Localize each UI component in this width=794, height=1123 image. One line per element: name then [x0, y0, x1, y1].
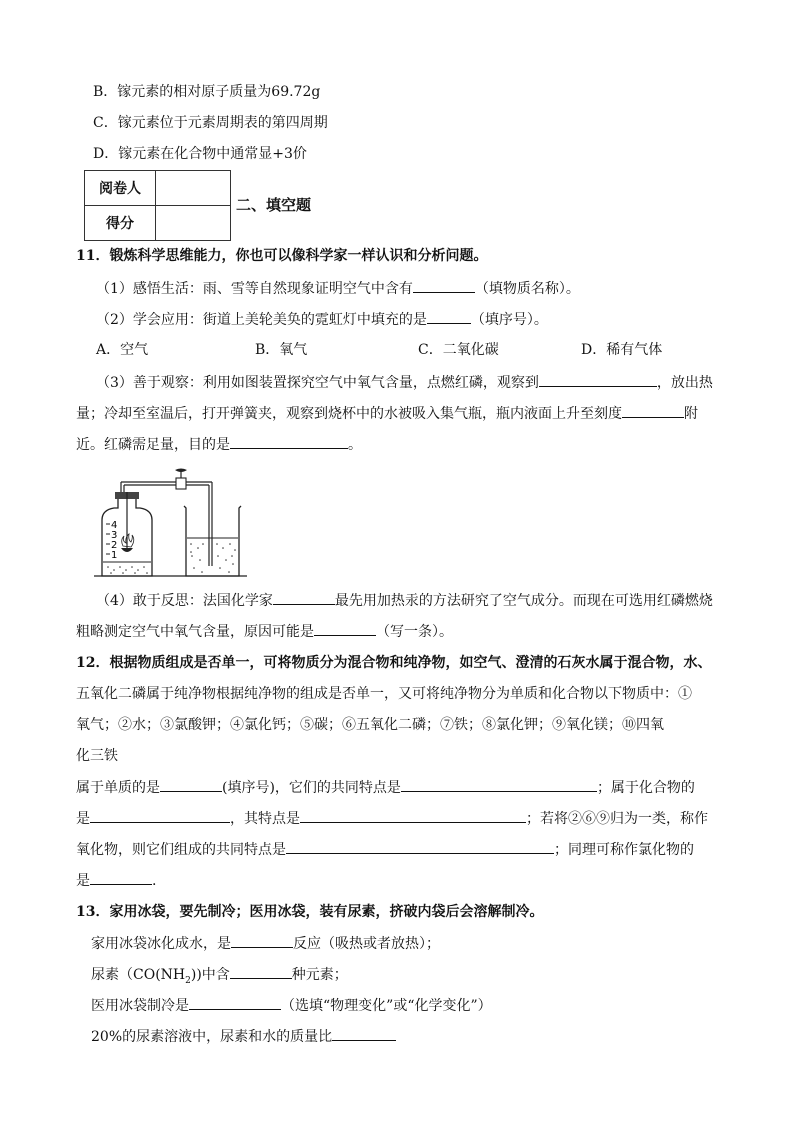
q12-l5-text: 属于单质的是 — [76, 780, 160, 796]
q12-line2: 五氧化二磷属于纯净物根据纯净物的组成是否单一，又可将纯净物分为单质和化合物以下物质中：① — [76, 686, 692, 702]
q13-l3-text: 医用冰袋制冷是 — [91, 998, 189, 1014]
q13-line5 — [91, 1026, 396, 1047]
q11-part4-text: （4）敢于反思：法国化学家 — [96, 593, 273, 609]
q13-line1 — [76, 902, 543, 922]
q12-l6-text: 是 — [76, 811, 90, 827]
section-title: 二、填空题 — [236, 196, 312, 214]
q12-line3: 氧气；②水；③氯酸钾；④氯化钙；⑤碳；⑥五氧化二磷；⑦铁；⑧氯化钾；⑨氧化镁；⑩四氧 — [76, 717, 664, 733]
q12-l7-text: 氧化物，则它们组成的共同特点是 — [76, 842, 286, 858]
q11-blank-6[interactable] — [273, 590, 335, 605]
q11-part2 — [96, 309, 548, 330]
q11-blank-1[interactable] — [413, 278, 475, 293]
q11-blank-7[interactable] — [314, 621, 376, 636]
q12-l5-mid: (填序号)，它们的共同特点是 — [222, 780, 401, 796]
q12-blank-3[interactable] — [90, 808, 230, 823]
q12-blank-2[interactable] — [401, 777, 597, 792]
scale-3: 3 — [111, 530, 118, 541]
q11-part2-tail: （填序号）。 — [470, 312, 548, 328]
q13-line4 — [91, 995, 492, 1016]
q11-choice-c: C．二氧化碳 — [418, 342, 499, 358]
q13-blank-3[interactable] — [189, 995, 281, 1010]
apparatus-figure — [92, 468, 252, 580]
q12-line6 — [76, 808, 708, 829]
q12-blank-5[interactable] — [286, 839, 554, 854]
score-cell[interactable] — [156, 206, 231, 241]
option-b: B．镓元素的相对原子质量为69.72g — [93, 84, 321, 100]
q11-part1 — [96, 278, 580, 299]
q11-part3-line3-tail: 。 — [348, 437, 362, 453]
scale-4: 4 — [111, 520, 118, 531]
q13-blank-2[interactable] — [230, 964, 292, 979]
q13-l1-tail: 反应（吸热或者放热）； — [293, 936, 440, 952]
scale-1: 1 — [111, 550, 118, 561]
q13-l3-tail: （选填“物理变化”或“化学变化”） — [281, 998, 492, 1014]
score-label: 得分 — [85, 206, 156, 241]
q13-blank-4[interactable] — [332, 1026, 396, 1041]
q11-part2-text: （2）学会应用：街道上美轮美奂的霓虹灯中填充的是 — [96, 312, 427, 328]
q11-part4-tail: 最先用加热汞的方法研究了空气成分。而现在可选用红磷燃烧 — [334, 593, 713, 609]
q11-part3-tail: ，放出热 — [656, 375, 713, 391]
q12-l8-tail: . — [152, 873, 157, 889]
q13-l4-text: 20%的尿素溶液中，尿素和水的质量比 — [91, 1029, 333, 1045]
q11-blank-2[interactable] — [427, 309, 471, 324]
q12-l7-tail: ；同理可称作氯化物的 — [554, 842, 694, 858]
option-c: C．镓元素位于元素周期表的第四周期 — [93, 115, 328, 131]
q11-part4-line2-tail: （写一条）。 — [376, 624, 453, 640]
q11-part1-text: （1）感悟生活：雨、雪等自然现象证明空气中含有 — [96, 281, 413, 297]
q12-blank-1[interactable] — [160, 777, 222, 792]
q11-part3-line3-text: 近。红磷需足量，目的是 — [76, 437, 230, 453]
q12-line8 — [76, 870, 156, 891]
q11-part3-text: （3）善于观察：利用如图装置探究空气中氧气含量，点燃红磷，观察到 — [96, 375, 539, 391]
q13-line3 — [91, 964, 348, 991]
scale-2: 2 — [111, 540, 118, 551]
q13-l2-text: 尿素（CO(NH — [91, 967, 186, 983]
q11-choice-d: D．稀有气体 — [581, 342, 663, 358]
q13-l2-mid: ))中含 — [190, 967, 230, 983]
q12-blank-6[interactable] — [90, 870, 152, 885]
q13-line2 — [91, 933, 440, 954]
q11-part3-line2 — [76, 403, 698, 424]
q12-l6-tail: ；若将②⑥⑨归为一类，称作 — [526, 811, 708, 827]
q11-part3-line2-tail: 附 — [684, 406, 698, 422]
reviewer-label: 阅卷人 — [85, 171, 156, 206]
q11-part3-line3 — [76, 434, 362, 455]
q11-choice-b: B．氧气 — [255, 342, 308, 358]
q11-blank-3[interactable] — [539, 372, 657, 387]
reviewer-cell[interactable] — [156, 171, 231, 206]
q12-line7 — [76, 839, 694, 860]
q11-part3-line1 — [96, 372, 713, 393]
grader-table — [84, 170, 231, 241]
q12-blank-4[interactable] — [300, 808, 526, 823]
q11-blank-5[interactable] — [230, 434, 348, 449]
option-d: D．镓元素在化合物中通常显+3价 — [93, 146, 307, 162]
q13-blank-1[interactable] — [231, 933, 293, 948]
q11-part4-line1 — [96, 590, 713, 611]
q12-l5-tail: ；属于化合物的 — [596, 780, 695, 796]
q12-line4: 化三铁 — [76, 748, 118, 764]
q13-subscript: 2 — [185, 975, 191, 986]
q12-l6-mid: ，其特点是 — [230, 811, 300, 827]
q12-stem: 12．根据物质组成是否单一，可将物质分为混合物和纯净物，如空气、澄清的石灰水属于混合物，水、 — [76, 655, 712, 671]
q11-part4-line2-text: 粗略测定空气中氧气含量，原因可能是 — [76, 624, 314, 640]
q11-part3-line2-text: 量；冷却至室温后，打开弹簧夹，观察到烧杯中的水被吸入集气瓶，瓶内液面上升至刻度 — [76, 406, 622, 422]
q11-blank-4[interactable] — [622, 403, 684, 418]
q12-l8-text: 是 — [76, 873, 90, 889]
q12-line1 — [76, 653, 711, 673]
q11-stem: 11．锻炼科学思维能力，你也可以像科学家一样认识和分析问题。 — [76, 248, 488, 264]
q13-stem: 13．家用冰袋，要先制冷；医用冰袋，装有尿素，挤破内袋后会溶解制冷。 — [76, 904, 544, 920]
q11-part1-tail: （填物质名称）。 — [474, 281, 580, 297]
q11-part4-line2 — [76, 621, 453, 642]
apparatus-diagram — [92, 468, 252, 580]
q13-l1-text: 家用冰袋冰化成水，是 — [91, 936, 231, 952]
q11-choice-a: A．空气 — [96, 342, 149, 358]
q13-l2-tail: 种元素； — [291, 967, 348, 983]
q12-line5 — [76, 777, 695, 798]
